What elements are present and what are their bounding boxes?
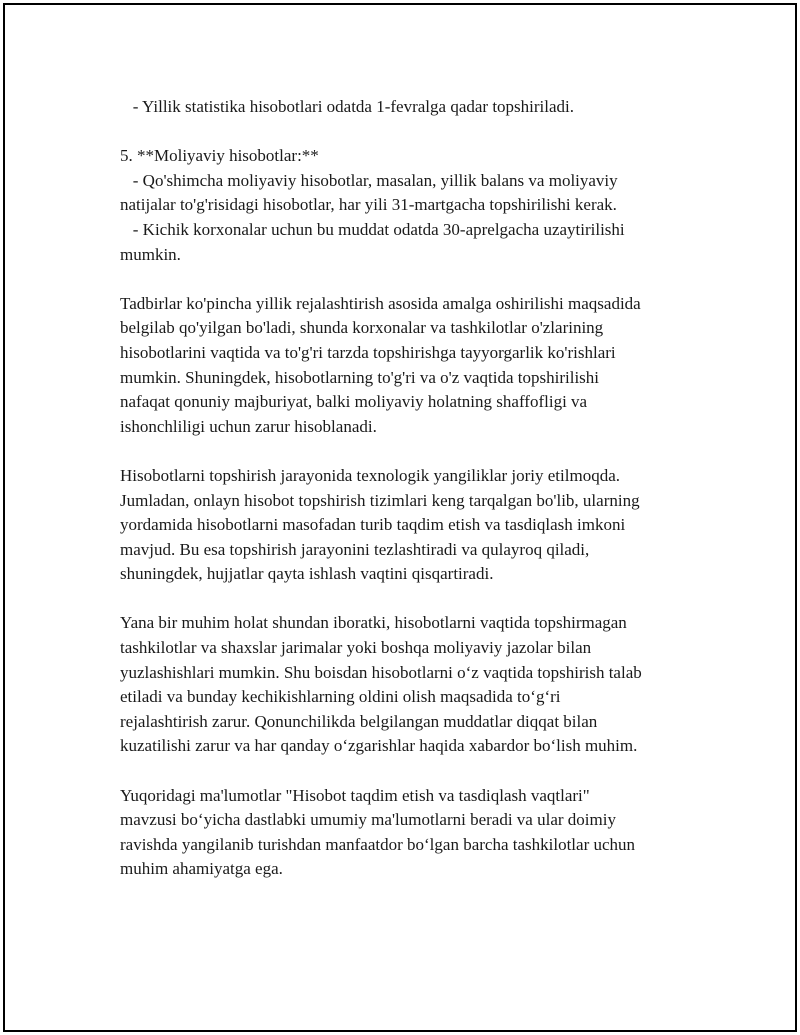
text-line: shuningdek, hujjatlar qayta ishlash vaqtini qisqartiradi.	[120, 564, 494, 584]
penalties-paragraph	[120, 611, 700, 759]
text-line: mavzusi bo‘yicha dastlabki umumiy ma'lumotlarni beradi va ular doimiy	[120, 810, 616, 830]
technology-paragraph	[120, 464, 700, 587]
planning-paragraph	[120, 292, 700, 440]
summary-paragraph	[120, 784, 700, 882]
text-line: ravishda yangilanib turishdan manfaatdor bo‘lgan barcha tashkilotlar uchun	[120, 834, 636, 854]
text-line: belgilab qo'yilgan bo'ladi, shunda korxonalar va tashkilotlar o'zlarining	[120, 318, 604, 338]
text-line: mavjud. Bu esa topshirish jarayonini tezlashtiradi va qulayroq qiladi,	[120, 539, 590, 559]
text-line: ishonchliligi uchun zarur hisoblanadi.	[120, 416, 377, 436]
text-line: Yuqoridagi ma'lumotlar "Hisobot taqdim etish va tasdiqlash vaqtlari"	[120, 785, 590, 805]
text-line: rejalashtirish zarur. Qonunchilikda belgilangan muddatlar diqqat bilan	[120, 711, 598, 731]
text-line: Tadbirlar ko'pincha yillik rejalashtirish asosida amalga oshirilishi maqsadida	[120, 293, 641, 313]
paragraph-gap	[120, 439, 700, 464]
text-line: tashkilotlar va shaxslar jarimalar yoki boshqa moliyaviy jazolar bilan	[120, 638, 592, 658]
text-line: mumkin.	[120, 244, 181, 264]
paragraph-gap	[120, 587, 700, 612]
text-line: - Yillik statistika hisobotlari odatda 1-fevralga qadar topshiriladi.	[120, 97, 575, 116]
text-line: Jumladan, onlayn hisobot topshirish tizimlari keng tarqalgan bo'lib, ularning	[120, 490, 640, 510]
text-line: nafaqat qonuniy majburiyat, balki moliyaviy holatning shaffofligi va	[120, 392, 588, 412]
text-line: natijalar to'g'risidagi hisobotlar, har yili 31-martgacha topshirilishi kerak.	[120, 195, 617, 215]
text-line: Yana bir muhim holat shundan iboratki, hisobotlarni vaqtida topshirmagan	[120, 613, 627, 633]
text-line: Hisobotlarni topshirish jarayonida texnologik yangiliklar joriy etilmoqda.	[120, 465, 620, 485]
text-line: yuzlashishlari mumkin. Shu boisdan hisobotlarni o‘z vaqtida topshirish talab	[120, 662, 642, 682]
statistics-item-block	[120, 95, 700, 120]
text-line: hisobotlarini vaqtida va to'g'ri tarzda topshirishga tayyorgarlik ko'rishlari	[120, 342, 616, 362]
text-line: mumkin. Shuningdek, hisobotlarning to'g'ri va o'z vaqtida topshirilishi	[120, 367, 600, 387]
text-line: etiladi va bunday kechikishlarning oldini olish maqsadida to‘g‘ri	[120, 687, 561, 707]
text-line: muhim ahamiyatga ega.	[120, 859, 283, 879]
document-body	[120, 95, 700, 882]
text-line: - Kichik korxonalar uchun bu muddat odatda 30-aprelgacha uzaytirilishi	[120, 219, 625, 239]
paragraph-gap	[120, 120, 700, 145]
text-line: yordamida hisobotlarni masofadan turib taqdim etish va tasdiqlash imkoni	[120, 515, 626, 535]
section-heading: 5. **Moliyaviy hisobotlar:**	[120, 146, 319, 166]
text-line: - Qo'shimcha moliyaviy hisobotlar, masalan, yillik balans va moliyaviy	[120, 170, 618, 190]
document-page	[3, 3, 797, 1032]
paragraph-gap	[120, 267, 700, 292]
financial-reports-section	[120, 144, 700, 267]
text-line: kuzatilishi zarur va har qanday o‘zgarishlar haqida xabardor bo‘lish muhim.	[120, 736, 638, 756]
paragraph-gap	[120, 759, 700, 784]
